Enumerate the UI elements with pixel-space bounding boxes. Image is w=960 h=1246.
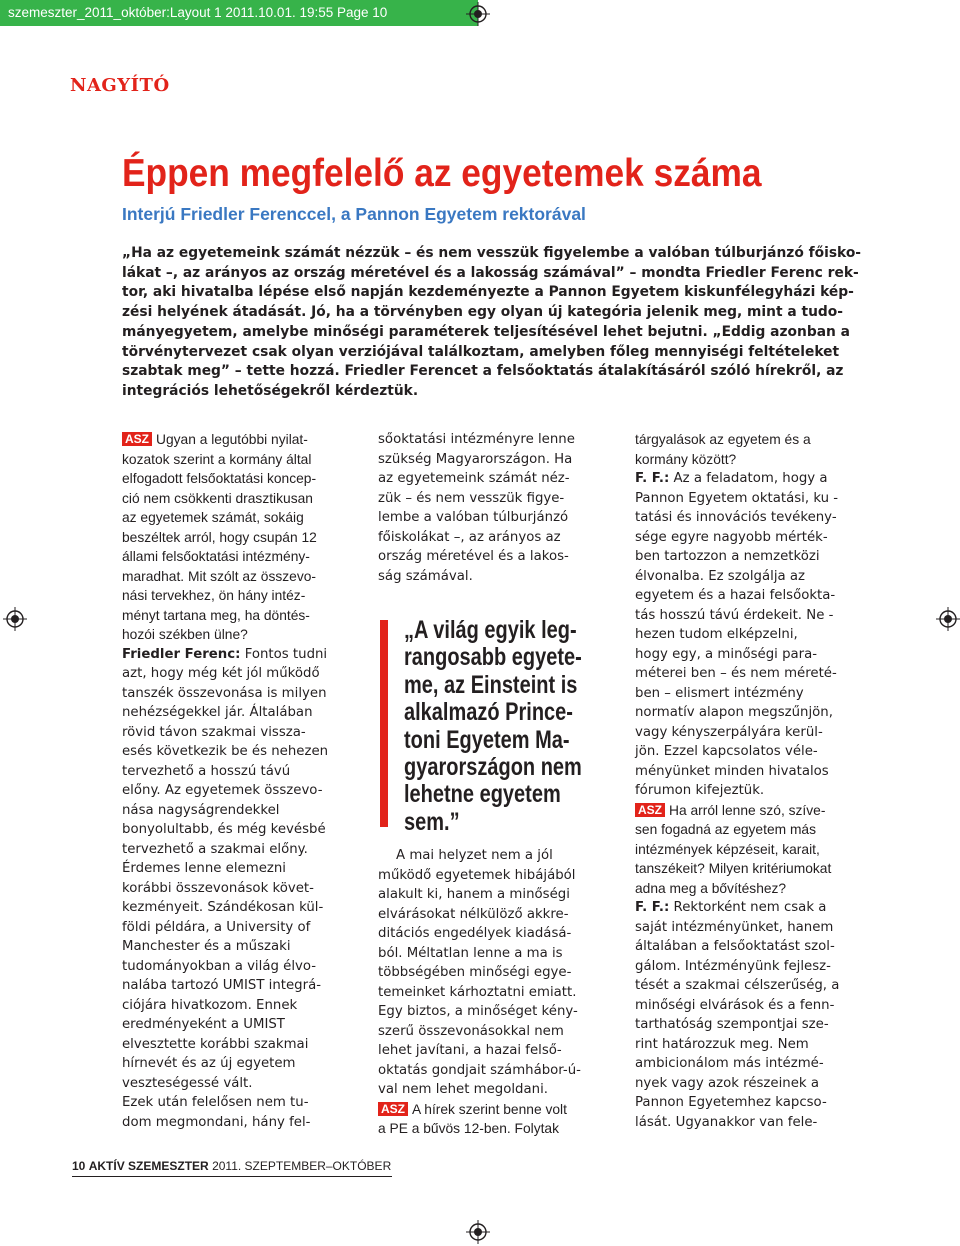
answer-line: eredményeként a UMIST — [122, 1017, 285, 1032]
answer-line: hogy egy, a minőségi para- — [635, 646, 818, 662]
page-subtitle: Interjú Friedler Ferenccel, a Pannon Egyetem rektorával — [122, 204, 586, 224]
answer-line: főiskolákat –, az arányos az — [378, 529, 561, 545]
answer-line: tését a szakmai célszerűség, a — [635, 978, 840, 993]
answer-line: hezen tudom elképzelni, — [635, 627, 798, 642]
lead-line: „Ha az egyetemeink számát nézzük – és nem vesszük figyelembe a valóban túlburjánzó főisko- — [122, 245, 862, 261]
answer-line: val nem lehet megoldani. — [378, 1082, 548, 1097]
answer-line: oktatás gondjait számhábor-ú- — [378, 1062, 581, 1078]
question-line: adna meg a bővítéshez? — [635, 880, 787, 896]
answer-line: tanszék összevonása is milyen — [122, 685, 327, 701]
answer-line: veszteségessé vált. — [122, 1075, 253, 1091]
answer-line: működő egyetemek hibájából — [378, 867, 576, 883]
pull-quote-line: „A világ egyik leg- — [404, 616, 577, 644]
answer-line: méterei ben – és nem méreté- — [635, 666, 837, 681]
answer-line: ország méretével és a lakos- — [378, 549, 569, 564]
pull-quote-line: me, az Einsteint is — [404, 670, 578, 699]
answer-line: rint határozzuk meg. Nem — [635, 1036, 809, 1052]
question-line: állami felsőoktatási intézmény- — [122, 549, 310, 564]
answer-line: előny. Az egyetemek összevo- — [122, 783, 323, 798]
answer-line: ben tartozzon a nemzetközi — [635, 549, 820, 564]
question-line: maradhat. Mit szólt az összevo- — [122, 568, 316, 584]
section-label: NAGYÍTÓ — [70, 75, 170, 96]
column-1 — [122, 430, 328, 1132]
answer-line: vagy kényszerpályára kerül- — [635, 724, 823, 740]
answer-line: azt, hogy még két jól működő — [122, 666, 320, 681]
question-line: intézmények képzéseit, karait, — [635, 841, 820, 857]
lead-line: tor, aki hivatalba lépése első napján kezdeményezte a Pannon Egyetem kiskunfélegyházi kép- — [122, 284, 854, 301]
answer-line: nalába tartozó UMIST integrá- — [122, 978, 322, 993]
question-line: kozatok szerint a kormány által — [122, 451, 312, 467]
answer-line: saját intézményünket, hanem — [635, 919, 834, 935]
page-footer — [72, 1159, 391, 1173]
answer-line: temeinket kárhoztatni emiatt. — [378, 984, 577, 1000]
answer-line: dom megmondani, hány fel- — [122, 1114, 311, 1130]
pull-quote-line: rangosabb egyete- — [404, 643, 582, 672]
lead-line: törvénytervezet csak olyan verziójával találkoztam, amelyben főleg mennyiségi feltételeket — [122, 343, 840, 360]
registration-mark-left-icon — [3, 607, 27, 631]
question-line: hozói székben ülne? — [122, 627, 248, 642]
answer-line: esés következik be és nehezen — [122, 744, 329, 759]
question-line: sen fogadná az egyetem más — [635, 822, 817, 837]
answer-line: Manchester és a műszaki — [122, 939, 291, 954]
column-2-top — [378, 430, 575, 586]
question-line: ményt tartana meg, ha döntés- — [122, 607, 310, 623]
question-line: ASZ A hírek szerint benne volt — [378, 1100, 581, 1120]
speaker-label: F. F.: — [635, 900, 670, 915]
pull-quote-bar — [380, 620, 388, 827]
column-2-bottom — [378, 846, 581, 1139]
answer-line: egyetem és a hazai felsőokta- — [635, 588, 836, 603]
column-3 — [635, 430, 839, 1132]
answer-line: tarthatóság szempontjai sze- — [635, 1017, 829, 1032]
answer-line: F. F.: Az a feladatom, hogy a — [635, 471, 828, 486]
question-line: kormány között? — [635, 451, 737, 467]
answer-line: szükség Magyarországon. Ha — [378, 451, 573, 467]
answer-line: földi példára, a University of — [122, 919, 311, 935]
question-line: ASZ Ugyan a legutóbbi nyilat- — [122, 430, 328, 450]
answer-line: ményünket minden hivatalos — [635, 763, 829, 779]
question-line: a PE a bűvös 12-ben. Folytak — [378, 1121, 559, 1136]
question-line: tárgyalások az egyetem és a — [635, 432, 811, 447]
question-line: ASZ Ha arról lenne szó, szíve- — [635, 801, 839, 821]
answer-line: Egy biztos, a minőséget kény- — [378, 1004, 578, 1019]
lead-line: mányegyetem, amelybe minőségi paraméterek teljesítésével lehet bejutni. „Eddig azonban a — [122, 323, 850, 340]
answer-line: A mai helyzet nem a jól — [396, 848, 553, 863]
registration-mark-top-icon — [466, 2, 490, 26]
footer-rule — [72, 1176, 392, 1177]
pull-quote-line: alkalmazó Prince- — [404, 698, 573, 727]
answer-line: jön. Ezzel kapcsolatos véle- — [635, 744, 818, 759]
page-number: 10 — [72, 1159, 86, 1173]
answer-line: rövid távon szakmai vissza- — [122, 724, 306, 740]
registration-mark-right-icon — [936, 607, 960, 631]
question-line: nási tervekhez, ön hány intéz- — [122, 588, 306, 603]
magazine-name: AKTÍV SZEMESZTER — [88, 1159, 209, 1173]
answer-line: lembe a valóban túlburjánzó — [378, 510, 569, 525]
answer-line: Pannon Egyetemhez kapcso- — [635, 1095, 827, 1110]
answer-line: az egyetemeink számát néz- — [378, 471, 570, 486]
answer-line: F. F.: Rektorként nem csak a — [635, 900, 827, 915]
answer-line: Pannon Egyetem oktatási, ku - — [635, 490, 839, 506]
answer-line: Ezek után felelősen nem tu- — [122, 1095, 309, 1110]
answer-line: tás hosszú távú érdekeit. Ne - — [635, 607, 834, 623]
issue-date: 2011. SZEPTEMBER–OKTÓBER — [212, 1159, 392, 1173]
answer-line: elvárásokat nélkülöző akkre- — [378, 906, 569, 922]
answer-line: nása nagyságrendekkel — [122, 802, 280, 818]
lead-line: lákat –, az arányos az ország méretével és a lakosság számával” – mondta Friedler Ferenc rek- — [122, 264, 859, 281]
lead-line: zési helyének átadását. Jó, ha a törvényben egy olyan új kategória jelenik meg, mint a tudo- — [122, 304, 843, 321]
answer-line: tervezhető a szakmai előny. — [122, 841, 308, 857]
answer-line: sége egyre nagyobb mérték- — [635, 529, 828, 545]
pull-quote-line: gyarországon nem — [404, 753, 582, 782]
answer-line: ból. Méltatlan lenne a ma is — [378, 945, 563, 961]
answer-line: többségében minőségi egye- — [378, 965, 572, 980]
answer-line: Friedler Ferenc: Fontos tudni — [122, 646, 328, 662]
answer-line: ben – elismert intézmény — [635, 685, 804, 701]
pull-quote — [404, 617, 626, 836]
answer-line: tatási és innovációs tevékeny- — [635, 510, 837, 525]
lead-line: integrációs lehetőségekről kérdeztük. — [122, 382, 419, 399]
answer-line: szerű összevonásokkal nem — [378, 1023, 564, 1039]
answer-line: minőségi elvárások és a fenn- — [635, 997, 835, 1013]
answer-line: fórumon kifejeztük. — [635, 783, 765, 798]
answer-line: alakult ki, hanem a minőségi — [378, 887, 570, 902]
slug-line: szemeszter_2011_október:Layout 1 2011.10.01. 19:55 Page 10 — [0, 0, 478, 26]
asz-badge: ASZ — [378, 1102, 408, 1116]
question-line: elfogadott felsőoktatási koncep- — [122, 471, 317, 486]
answer-line: elvesztette korábbi szakmai — [122, 1036, 309, 1052]
answer-line: lását. Ugyanakkor van fele- — [635, 1114, 818, 1130]
answer-line: nyek vagy azok részeinek a — [635, 1075, 819, 1091]
answer-line: ság számával. — [378, 568, 473, 584]
lead-paragraph — [122, 244, 862, 402]
answer-line: általában a felsőoktatást szol- — [635, 939, 835, 954]
answer-line: gálom. Intézményünk fejlesz- — [635, 958, 831, 974]
pull-quote-line: lehetne egyetem — [404, 780, 561, 809]
page-title: Éppen megfelelő az egyetemek száma — [122, 152, 762, 195]
pull-quote-line: toni Egyetem Ma- — [404, 725, 570, 754]
answer-line: hírnevét és az új egyetem — [122, 1056, 296, 1071]
answer-line: lehet javítani, a hazai felső- — [378, 1043, 562, 1058]
answer-line: Érdemes lenne elemezni — [122, 861, 286, 876]
answer-line: kezményeit. Szándékosan kül- — [122, 900, 324, 915]
answer-line: zük – és nem vesszük figye- — [378, 490, 565, 506]
registration-mark-bottom-icon — [466, 1220, 490, 1244]
question-line: tanszékeit? Milyen kritériumokat — [635, 861, 832, 876]
answer-line: normatív alapon megszűnjön, — [635, 705, 833, 720]
speaker-label: F. F.: — [635, 471, 670, 486]
asz-badge: ASZ — [635, 803, 665, 817]
answer-line: ambicionálom más intézmé- — [635, 1056, 824, 1071]
answer-line: tudományokban a világ élvo- — [122, 958, 317, 974]
speaker-label: Friedler Ferenc: — [122, 646, 241, 662]
answer-line: sőoktatási intézményre lenne — [378, 432, 575, 447]
answer-line: bonyolultabb, és még kevésbé — [122, 822, 326, 837]
lead-line: szabtak meg” – tette hozzá. Friedler Ferencet a felsőoktatás átalakításáról szóló hírekről, az — [122, 363, 844, 380]
question-line: az egyetemek számát, sokáig — [122, 510, 304, 525]
answer-line: nehézségekkel jár. Általában — [122, 705, 313, 720]
pull-quote-line: sem.” — [404, 807, 460, 836]
question-line: beszéltek arról, hogy csupán 12 — [122, 529, 317, 545]
answer-line: élvonalba. Ez szolgálja az — [635, 568, 806, 584]
answer-line: ciójára hivatkozom. Ennek — [122, 997, 298, 1013]
asz-badge: ASZ — [122, 432, 152, 446]
question-line: ció nem csökkenti drasztikusan — [122, 490, 313, 506]
answer-line: korábbi összevonások követ- — [122, 880, 314, 896]
answer-line: tervezhető a hosszú távú — [122, 763, 291, 779]
answer-line: ditációs engedélyek kiadásá- — [378, 926, 572, 941]
